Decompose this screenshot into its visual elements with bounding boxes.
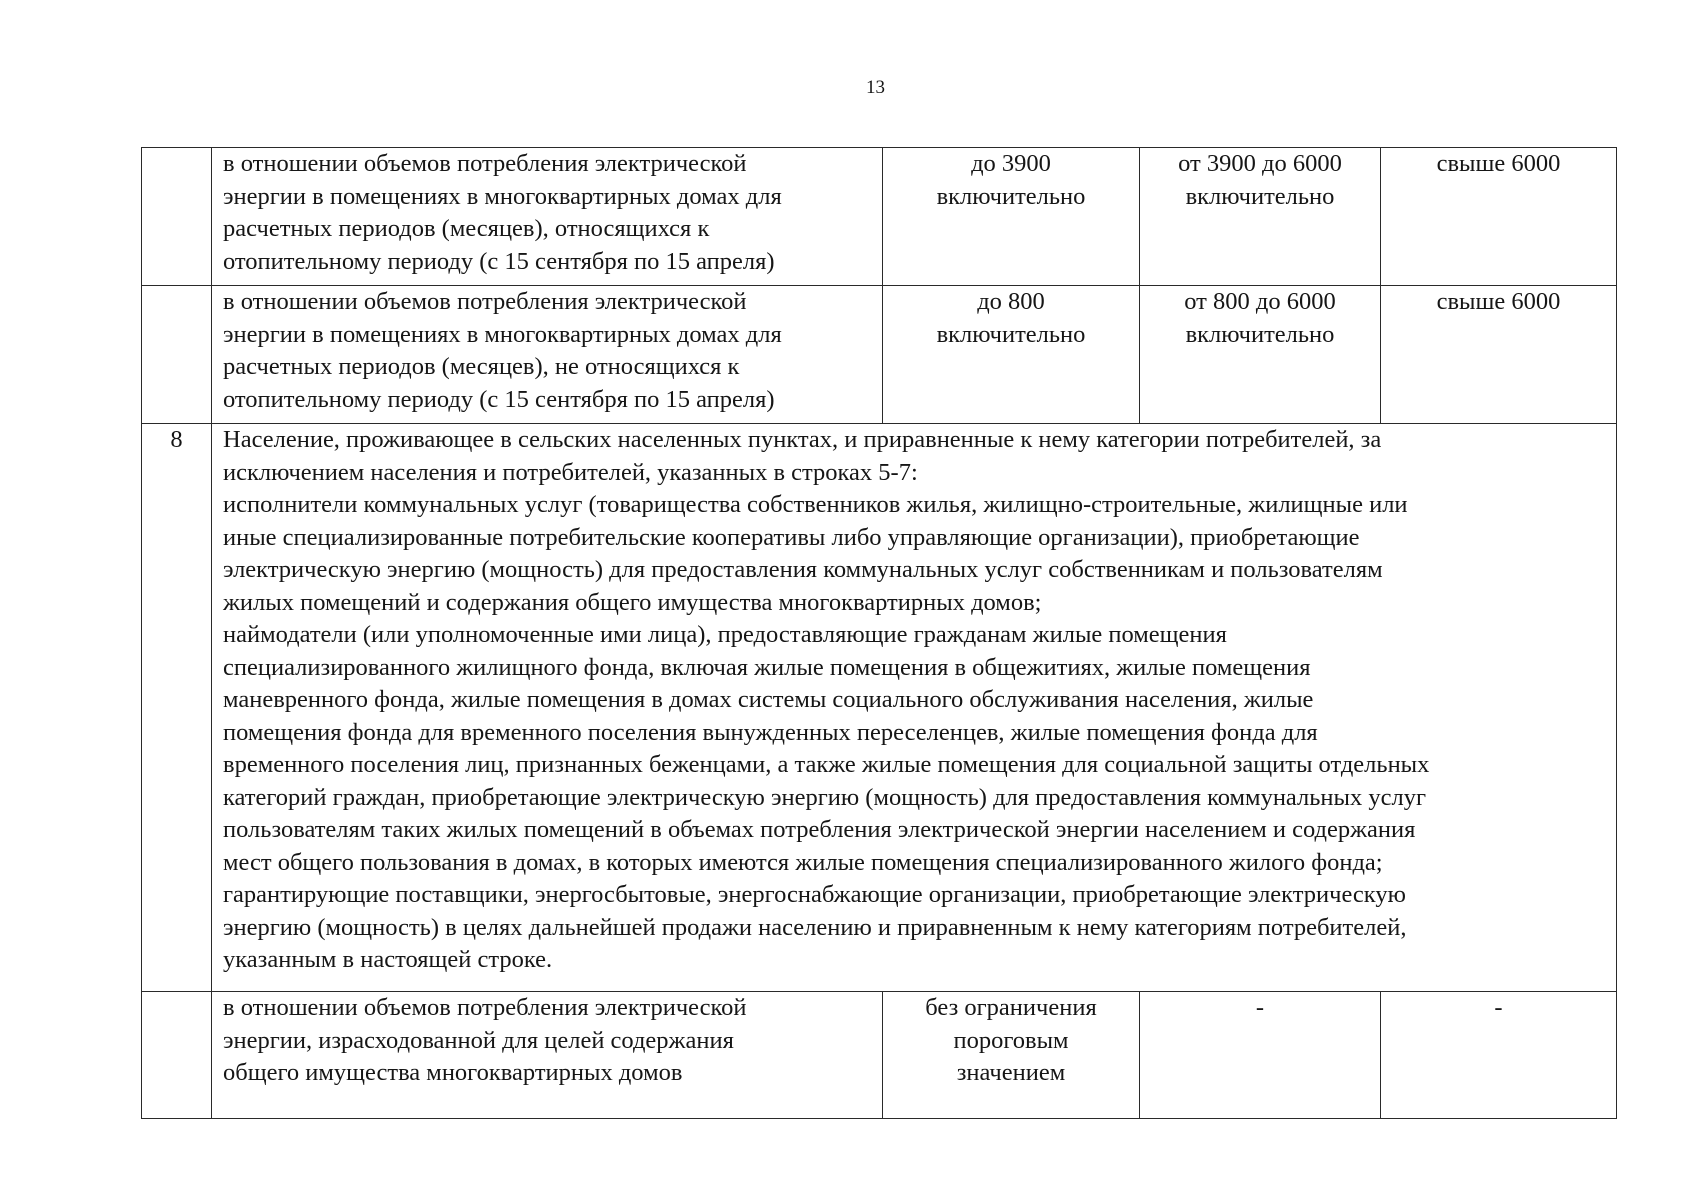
- description-line: в отношении объемов потребления электрической: [223, 288, 747, 315]
- range-value: -: [1494, 994, 1503, 1021]
- row-description-cell: [212, 992, 883, 1119]
- range-cell-mid: [1140, 286, 1381, 424]
- category-line: исключением населения и потребителей, указанных в строках 5-7:: [223, 458, 918, 486]
- range-cell-high: [1381, 286, 1617, 424]
- range-value: пороговым: [953, 1026, 1069, 1054]
- range-cell-low: [883, 992, 1140, 1119]
- row-description-cell: [212, 148, 883, 286]
- category-line: Население, проживающее в сельских населенных пунктах, и приравненные к нему категории потребителей, за: [223, 426, 1382, 453]
- description-line: расчетных периодов (месяцев), относящихся к: [223, 215, 710, 242]
- category-line: гарантирующие поставщики, энергосбытовые, энергоснабжающие организации, приобретающие электрическую: [223, 881, 1406, 908]
- range-value: включительно: [1185, 182, 1335, 210]
- description-line: отопительному периоду (с 15 сентября по 15 апреля): [223, 385, 775, 413]
- range-value: без ограничения: [925, 994, 1097, 1021]
- category-line: энергию (мощность) в целях дальнейшей продажи населению и приравненным к нему категориям потребителей,: [223, 913, 1407, 941]
- category-line: электрическую энергию (мощность) для предоставления коммунальных услуг собственникам и пользователям: [223, 556, 1383, 583]
- table-row: [142, 286, 1617, 424]
- category-line: жилых помещений и содержания общего имущества многоквартирных домов;: [223, 588, 1042, 616]
- table-row: [142, 992, 1617, 1119]
- range-value: включительно: [936, 320, 1086, 348]
- range-value: значением: [956, 1059, 1066, 1086]
- range-cell-low: [883, 148, 1140, 286]
- category-line: указанным в настоящей строке.: [223, 946, 553, 973]
- description-line: в отношении объемов потребления электрической: [223, 994, 747, 1021]
- range-value: от 800 до 6000: [1184, 288, 1336, 315]
- range-value: свыше 6000: [1436, 288, 1561, 315]
- description-line: энергии, израсходованной для целей содержания: [223, 1026, 734, 1054]
- category-line: маневренного фонда, жилые помещения в домах системы социального обслуживания населения, жилые: [223, 686, 1314, 713]
- table-row-8: [142, 424, 1617, 992]
- description-line: в отношении объемов потребления электрической: [223, 150, 747, 177]
- range-cell-low: [883, 286, 1140, 424]
- row-number-cell: [142, 424, 212, 992]
- category-line: наймодатели (или уполномоченные ими лица), предоставляющие гражданам жилые помещения: [223, 621, 1227, 648]
- row-number-cell: [142, 148, 212, 286]
- range-value: до 3900: [971, 150, 1051, 177]
- category-line: специализированного жилищного фонда, включая жилые помещения в общежитиях, жилые помещения: [223, 653, 1311, 681]
- range-value: включительно: [1185, 320, 1335, 348]
- range-cell-mid: [1140, 992, 1381, 1119]
- tariff-table: [141, 147, 1617, 1119]
- range-cell-high: [1381, 992, 1617, 1119]
- row-description-cell: [212, 286, 883, 424]
- category-line: помещения фонда для временного поселения вынужденных переселенцев, жилые помещения фонда для: [223, 718, 1318, 746]
- range-value: свыше 6000: [1436, 150, 1561, 177]
- category-line: иные специализированные потребительские кооперативы либо управляющие организации), приобретающие: [223, 523, 1360, 551]
- page-number: 13: [866, 77, 885, 98]
- category-line: исполнители коммунальных услуг (товарищества собственников жилья, жилищно-строительные, жилищные или: [223, 491, 1408, 518]
- category-line: мест общего пользования в домах, в которых имеются жилые помещения специализированного жилого фонда;: [223, 848, 1383, 876]
- range-value: от 3900 до 6000: [1178, 150, 1342, 177]
- description-line: общего имущества многоквартирных домов: [223, 1059, 683, 1086]
- range-cell-mid: [1140, 148, 1381, 286]
- category-description-cell: [212, 424, 1617, 992]
- description-line: расчетных периодов (месяцев), не относящихся к: [223, 353, 740, 380]
- range-value: включительно: [936, 182, 1086, 210]
- range-value: до 800: [977, 288, 1045, 315]
- range-value: -: [1255, 994, 1265, 1021]
- table-row: [142, 148, 1617, 286]
- description-line: отопительному периоду (с 15 сентября по 15 апреля): [223, 247, 775, 275]
- category-line: временного поселения лиц, признанных беженцами, а также жилые помещения для социальной защиты отдельных: [223, 751, 1430, 778]
- range-cell-high: [1381, 148, 1617, 286]
- description-line: энергии в помещениях в многоквартирных домах для: [223, 320, 782, 348]
- description-line: энергии в помещениях в многоквартирных домах для: [223, 182, 782, 210]
- row-number: 8: [170, 426, 183, 453]
- row-number-cell: [142, 992, 212, 1119]
- row-number-cell: [142, 286, 212, 424]
- category-line: категорий граждан, приобретающие электрическую энергию (мощность) для предоставления коммунальных услуг: [223, 783, 1427, 811]
- category-line: пользователям таких жилых помещений в объемах потребления электрической энергии населением и содержания: [223, 816, 1416, 843]
